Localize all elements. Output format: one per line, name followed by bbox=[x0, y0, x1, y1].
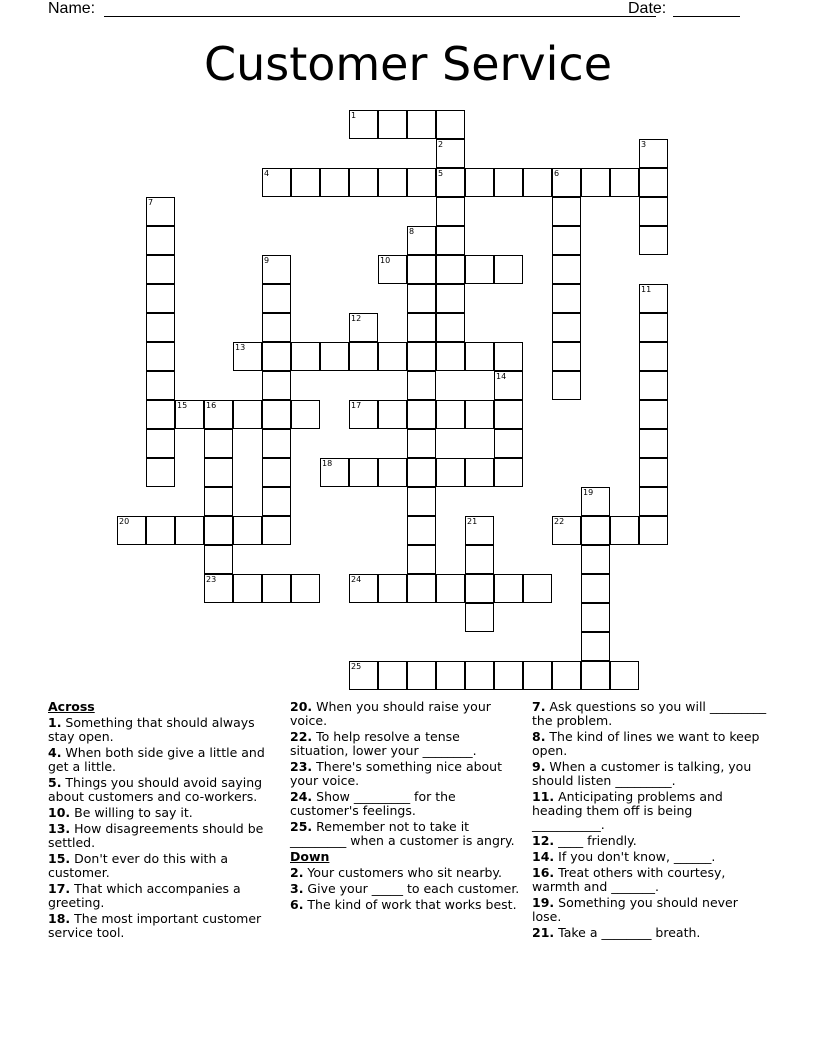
cell-number: 1 bbox=[351, 111, 357, 120]
grid-cell[interactable] bbox=[291, 168, 320, 197]
grid-cell[interactable] bbox=[320, 458, 349, 487]
grid-cell[interactable] bbox=[407, 400, 436, 429]
grid-cell[interactable] bbox=[581, 632, 610, 661]
grid-cell[interactable] bbox=[233, 342, 262, 371]
grid-cell[interactable] bbox=[146, 313, 175, 342]
grid-cell[interactable] bbox=[262, 429, 291, 458]
clue-text: Something that should always stay open. bbox=[48, 715, 255, 744]
grid-cell[interactable] bbox=[407, 255, 436, 284]
grid-cell[interactable] bbox=[378, 661, 407, 690]
clue-text: The kind of work that works best. bbox=[303, 897, 517, 912]
grid-cell[interactable] bbox=[262, 313, 291, 342]
grid-cell[interactable] bbox=[465, 458, 494, 487]
clue-number: 3. bbox=[290, 881, 304, 896]
clue-text: Things you should avoid saying about customers and co-workers. bbox=[48, 775, 263, 804]
clue-text: Remember not to take it _________ when a customer is angry. bbox=[290, 819, 515, 848]
grid-cell[interactable] bbox=[639, 371, 668, 400]
clue-number: 8. bbox=[532, 729, 546, 744]
clue-item bbox=[290, 882, 522, 896]
grid-cell[interactable] bbox=[552, 226, 581, 255]
cell-number: 20 bbox=[119, 517, 130, 526]
grid-cell[interactable] bbox=[262, 255, 291, 284]
clue-number: 2. bbox=[290, 865, 304, 880]
clue-text: Anticipating problems and heading them off is being ___________. bbox=[532, 789, 723, 832]
grid-cell[interactable] bbox=[233, 574, 262, 603]
grid-cell[interactable] bbox=[639, 342, 668, 371]
clue-number: 25. bbox=[290, 819, 313, 834]
clue-number: 1. bbox=[48, 715, 62, 730]
clue-text: Treat others with courtesy, warmth and _______. bbox=[532, 865, 726, 894]
clue-item bbox=[48, 716, 276, 744]
clue-text: That which accompanies a greeting. bbox=[48, 881, 241, 910]
grid-cell[interactable] bbox=[349, 110, 378, 139]
clue-text: Be willing to say it. bbox=[70, 805, 193, 820]
clue-item bbox=[290, 790, 522, 818]
grid-cell[interactable] bbox=[581, 545, 610, 574]
grid-cell[interactable] bbox=[378, 400, 407, 429]
grid-cell[interactable] bbox=[436, 661, 465, 690]
clues-column-3 bbox=[532, 700, 768, 942]
grid-cell[interactable] bbox=[407, 342, 436, 371]
clue-item bbox=[532, 866, 768, 894]
clue-number: 23. bbox=[290, 759, 313, 774]
cell-number: 9 bbox=[264, 256, 270, 265]
clue-text: When both side give a little and get a little. bbox=[48, 745, 265, 774]
grid-cell[interactable] bbox=[320, 168, 349, 197]
grid-cell[interactable] bbox=[465, 603, 494, 632]
cell-number: 22 bbox=[554, 517, 565, 526]
cell-number: 11 bbox=[641, 285, 652, 294]
grid-cell[interactable] bbox=[552, 168, 581, 197]
grid-cell[interactable] bbox=[349, 168, 378, 197]
grid-cell[interactable] bbox=[204, 487, 233, 516]
grid-cell[interactable] bbox=[407, 458, 436, 487]
clue-number: 12. bbox=[532, 833, 555, 848]
grid-cell[interactable] bbox=[552, 342, 581, 371]
grid-cell[interactable] bbox=[407, 574, 436, 603]
cell-number: 5 bbox=[438, 169, 444, 178]
clue-number: 22. bbox=[290, 729, 313, 744]
grid-cell[interactable] bbox=[494, 429, 523, 458]
clue-text: Ask questions so you will _________ the problem. bbox=[532, 699, 767, 728]
grid-cell[interactable] bbox=[465, 168, 494, 197]
grid-cell[interactable] bbox=[262, 400, 291, 429]
grid-cell[interactable] bbox=[262, 487, 291, 516]
grid-cell[interactable] bbox=[146, 400, 175, 429]
cell-number: 2 bbox=[438, 140, 444, 149]
clue-text: When a customer is talking, you should listen _________. bbox=[532, 759, 752, 788]
clue-text: Something you should never lose. bbox=[532, 895, 738, 924]
clue-item bbox=[290, 700, 522, 728]
grid-cell[interactable] bbox=[639, 284, 668, 313]
cell-number: 21 bbox=[467, 517, 478, 526]
grid-cell[interactable] bbox=[639, 458, 668, 487]
grid-cell[interactable] bbox=[465, 255, 494, 284]
clue-number: 5. bbox=[48, 775, 62, 790]
grid-cell[interactable] bbox=[552, 197, 581, 226]
grid-cell[interactable] bbox=[639, 168, 668, 197]
grid-cell[interactable] bbox=[407, 371, 436, 400]
grid-cell[interactable] bbox=[639, 139, 668, 168]
grid-cell[interactable] bbox=[436, 168, 465, 197]
grid-cell[interactable] bbox=[378, 342, 407, 371]
cell-number: 4 bbox=[264, 169, 270, 178]
clue-item bbox=[48, 852, 276, 880]
grid-cell[interactable] bbox=[610, 661, 639, 690]
grid-cell[interactable] bbox=[146, 371, 175, 400]
clue-item bbox=[532, 760, 768, 788]
clue-number: 9. bbox=[532, 759, 546, 774]
grid-cell[interactable] bbox=[175, 400, 204, 429]
grid-cell[interactable] bbox=[436, 255, 465, 284]
clue-item bbox=[290, 866, 522, 880]
grid-cell[interactable] bbox=[262, 574, 291, 603]
clue-number: 14. bbox=[532, 849, 555, 864]
grid-cell[interactable] bbox=[407, 429, 436, 458]
cell-number: 15 bbox=[177, 401, 188, 410]
grid-cell[interactable] bbox=[291, 400, 320, 429]
grid-cell[interactable] bbox=[552, 661, 581, 690]
grid-cell[interactable] bbox=[436, 342, 465, 371]
clue-item bbox=[290, 820, 522, 848]
grid-cell[interactable] bbox=[146, 284, 175, 313]
clues-column-1 bbox=[48, 700, 276, 942]
grid-cell[interactable] bbox=[407, 168, 436, 197]
clue-text: The most important customer service tool. bbox=[48, 911, 262, 940]
cell-number: 14 bbox=[496, 372, 507, 381]
clue-item bbox=[290, 898, 522, 912]
across-heading: Across bbox=[48, 699, 95, 714]
cell-number: 12 bbox=[351, 314, 362, 323]
grid-cell[interactable] bbox=[436, 110, 465, 139]
grid-cell[interactable] bbox=[436, 458, 465, 487]
clue-number: 17. bbox=[48, 881, 71, 896]
name-label: Name: bbox=[48, 0, 96, 17]
grid-cell[interactable] bbox=[262, 342, 291, 371]
grid-cell[interactable] bbox=[581, 168, 610, 197]
clue-number: 21. bbox=[532, 925, 555, 940]
grid-cell[interactable] bbox=[349, 313, 378, 342]
grid-cell[interactable] bbox=[436, 574, 465, 603]
grid-cell[interactable] bbox=[610, 516, 639, 545]
clue-text: The kind of lines we want to keep open. bbox=[532, 729, 760, 758]
cell-number: 25 bbox=[351, 662, 362, 671]
grid-cell[interactable] bbox=[291, 574, 320, 603]
grid-cell[interactable] bbox=[378, 168, 407, 197]
grid-cell[interactable] bbox=[494, 458, 523, 487]
grid-cell[interactable] bbox=[436, 139, 465, 168]
grid-cell[interactable] bbox=[465, 545, 494, 574]
grid-cell[interactable] bbox=[639, 400, 668, 429]
clue-text: Don't ever do this with a customer. bbox=[48, 851, 229, 880]
grid-cell[interactable] bbox=[233, 516, 262, 545]
grid-cell[interactable] bbox=[436, 197, 465, 226]
clue-number: 18. bbox=[48, 911, 71, 926]
clue-item bbox=[290, 730, 522, 758]
grid-cell[interactable] bbox=[291, 342, 320, 371]
cell-number: 24 bbox=[351, 575, 362, 584]
grid-cell[interactable] bbox=[204, 429, 233, 458]
cell-number: 3 bbox=[641, 140, 647, 149]
cell-number: 13 bbox=[235, 343, 246, 352]
grid-cell[interactable] bbox=[378, 255, 407, 284]
grid-cell[interactable] bbox=[639, 197, 668, 226]
grid-cell[interactable] bbox=[436, 284, 465, 313]
grid-cell[interactable] bbox=[407, 110, 436, 139]
grid-cell[interactable] bbox=[262, 371, 291, 400]
clue-item bbox=[532, 926, 768, 940]
clues-section bbox=[0, 700, 816, 1030]
grid-cell[interactable] bbox=[436, 226, 465, 255]
grid-cell[interactable] bbox=[204, 458, 233, 487]
clue-item bbox=[532, 730, 768, 758]
grid-cell[interactable] bbox=[523, 574, 552, 603]
cell-number: 6 bbox=[554, 169, 560, 178]
grid-cell[interactable] bbox=[407, 226, 436, 255]
clue-item bbox=[48, 806, 276, 820]
clue-number: 11. bbox=[532, 789, 555, 804]
clue-text: Show _________ for the customer's feelings. bbox=[290, 789, 456, 818]
grid-cell[interactable] bbox=[494, 400, 523, 429]
grid-cell[interactable] bbox=[117, 516, 146, 545]
grid-cell[interactable] bbox=[407, 545, 436, 574]
grid-cell[interactable] bbox=[494, 371, 523, 400]
grid-cell[interactable] bbox=[146, 429, 175, 458]
clue-text: ____ friendly. bbox=[554, 833, 637, 848]
grid-cell[interactable] bbox=[378, 110, 407, 139]
clue-text: How disagreements should be settled. bbox=[48, 821, 264, 850]
grid-cell[interactable] bbox=[581, 487, 610, 516]
grid-cell[interactable] bbox=[262, 284, 291, 313]
grid-cell[interactable] bbox=[610, 168, 639, 197]
clue-item bbox=[532, 700, 768, 728]
clue-item bbox=[532, 790, 768, 832]
cell-number: 18 bbox=[322, 459, 333, 468]
grid-cell[interactable] bbox=[146, 255, 175, 284]
grid-cell[interactable] bbox=[204, 516, 233, 545]
grid-cell[interactable] bbox=[523, 168, 552, 197]
cell-number: 17 bbox=[351, 401, 362, 410]
cell-number: 16 bbox=[206, 401, 217, 410]
clue-text: There's something nice about your voice. bbox=[290, 759, 503, 788]
grid-cell[interactable] bbox=[146, 458, 175, 487]
clue-number: 6. bbox=[290, 897, 304, 912]
grid-cell[interactable] bbox=[407, 313, 436, 342]
grid-cell[interactable] bbox=[494, 342, 523, 371]
clue-text: When you should raise your voice. bbox=[290, 699, 491, 728]
grid-cell[interactable] bbox=[407, 661, 436, 690]
grid-cell[interactable] bbox=[436, 400, 465, 429]
puzzle-title: Customer Service bbox=[203, 37, 613, 91]
clue-item bbox=[532, 850, 768, 864]
grid-cell[interactable] bbox=[581, 661, 610, 690]
across-clue-list-continued bbox=[290, 700, 522, 848]
clue-number: 13. bbox=[48, 821, 71, 836]
clue-number: 19. bbox=[532, 895, 555, 910]
grid-cell[interactable] bbox=[552, 255, 581, 284]
grid-cell[interactable] bbox=[494, 168, 523, 197]
grid-cell[interactable] bbox=[523, 661, 552, 690]
grid-cell[interactable] bbox=[639, 429, 668, 458]
grid-cell[interactable] bbox=[146, 197, 175, 226]
grid-cell[interactable] bbox=[378, 574, 407, 603]
clue-number: 15. bbox=[48, 851, 71, 866]
grid-cell[interactable] bbox=[146, 516, 175, 545]
clue-number: 4. bbox=[48, 745, 62, 760]
grid-cell[interactable] bbox=[146, 226, 175, 255]
clue-item bbox=[48, 912, 276, 940]
grid-cell[interactable] bbox=[552, 371, 581, 400]
clue-text: To help resolve a tense situation, lower your ________. bbox=[290, 729, 477, 758]
clues-column-2 bbox=[290, 700, 522, 914]
clue-number: 16. bbox=[532, 865, 555, 880]
clue-text: Take a ________ breath. bbox=[554, 925, 701, 940]
clue-item bbox=[48, 776, 276, 804]
clue-item bbox=[532, 834, 768, 848]
grid-cell[interactable] bbox=[175, 516, 204, 545]
grid-cell[interactable] bbox=[349, 342, 378, 371]
grid-cell[interactable] bbox=[349, 574, 378, 603]
grid-cell[interactable] bbox=[349, 458, 378, 487]
cell-number: 19 bbox=[583, 488, 594, 497]
clue-text: Your customers who sit nearby. bbox=[303, 865, 502, 880]
grid-cell[interactable] bbox=[349, 661, 378, 690]
grid-cell[interactable] bbox=[407, 284, 436, 313]
grid-cell[interactable] bbox=[552, 516, 581, 545]
clue-item bbox=[48, 882, 276, 910]
grid-cell[interactable] bbox=[436, 313, 465, 342]
grid-cell[interactable] bbox=[639, 313, 668, 342]
grid-cell[interactable] bbox=[465, 516, 494, 545]
grid-cell[interactable] bbox=[407, 487, 436, 516]
clue-item bbox=[290, 760, 522, 788]
grid-cell[interactable] bbox=[552, 313, 581, 342]
grid-cell[interactable] bbox=[494, 574, 523, 603]
grid-cell[interactable] bbox=[204, 400, 233, 429]
grid-cell[interactable] bbox=[407, 516, 436, 545]
clue-item bbox=[48, 746, 276, 774]
clue-number: 24. bbox=[290, 789, 313, 804]
date-label: Date: bbox=[628, 0, 667, 17]
clue-text: Give your _____ to each customer. bbox=[303, 881, 520, 896]
grid-cell[interactable] bbox=[581, 574, 610, 603]
grid-cell[interactable] bbox=[494, 661, 523, 690]
grid-cell[interactable] bbox=[204, 545, 233, 574]
grid-cell[interactable] bbox=[581, 516, 610, 545]
grid-cell[interactable] bbox=[639, 487, 668, 516]
grid-cell[interactable] bbox=[320, 342, 349, 371]
grid-cell[interactable] bbox=[262, 458, 291, 487]
down-heading: Down bbox=[290, 849, 330, 864]
grid-cell[interactable] bbox=[378, 458, 407, 487]
grid-cell[interactable] bbox=[262, 168, 291, 197]
cell-number: 7 bbox=[148, 198, 154, 207]
grid-cell[interactable] bbox=[262, 516, 291, 545]
grid-cell[interactable] bbox=[204, 574, 233, 603]
clue-number: 7. bbox=[532, 699, 546, 714]
down-clue-list-continued bbox=[532, 700, 768, 940]
grid-cell[interactable] bbox=[639, 226, 668, 255]
across-clue-list bbox=[48, 716, 276, 940]
clue-item bbox=[48, 822, 276, 850]
clue-item bbox=[532, 896, 768, 924]
grid-cell[interactable] bbox=[465, 400, 494, 429]
cell-number: 8 bbox=[409, 227, 415, 236]
grid-cell[interactable] bbox=[465, 342, 494, 371]
grid-cell[interactable] bbox=[233, 400, 262, 429]
grid-cell[interactable] bbox=[465, 574, 494, 603]
grid-cell[interactable] bbox=[639, 516, 668, 545]
grid-cell[interactable] bbox=[581, 603, 610, 632]
grid-cell[interactable] bbox=[146, 342, 175, 371]
cell-number: 23 bbox=[206, 575, 217, 584]
grid-cell[interactable] bbox=[465, 661, 494, 690]
grid-cell[interactable] bbox=[552, 284, 581, 313]
down-clue-list bbox=[290, 866, 522, 912]
grid-cell[interactable] bbox=[494, 255, 523, 284]
clue-number: 10. bbox=[48, 805, 71, 820]
grid-cell[interactable] bbox=[349, 400, 378, 429]
cell-number: 10 bbox=[380, 256, 391, 265]
clue-number: 20. bbox=[290, 699, 313, 714]
clue-text: If you don't know, ______. bbox=[554, 849, 716, 864]
